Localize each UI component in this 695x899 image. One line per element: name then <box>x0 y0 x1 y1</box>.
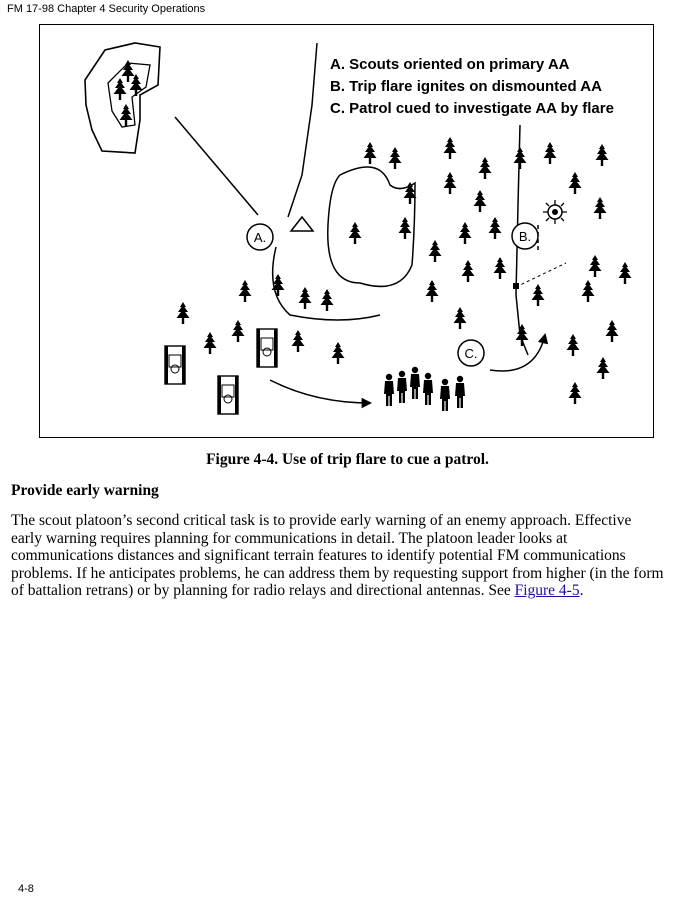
marker-a-label: A. <box>253 230 267 245</box>
legend-item-c: C. Patrol cued to investigate AA by flare <box>330 100 614 117</box>
legend-item-a: A. Scouts oriented on primary AA <box>330 56 570 73</box>
marker-b-label: B. <box>518 229 532 244</box>
figure-caption: Figure 4-4. Use of trip flare to cue a patrol. <box>206 451 489 468</box>
paragraph-line: The scout platoon’s second critical task is to provide early warning of an enemy approach. Effective <box>11 512 632 529</box>
trip-flare-device <box>513 283 519 289</box>
figure-4-4-diagram <box>39 24 654 438</box>
running-head: FM 17-98 Chapter 4 Security Operations <box>7 3 206 15</box>
pointer-line-a <box>175 117 258 215</box>
figure-legend <box>330 56 614 117</box>
body-paragraph <box>11 512 695 600</box>
marker-c <box>458 340 484 366</box>
paragraph-line: problems. If he anticipates problems, he can address them by requesting support from higher (in the form <box>11 564 664 582</box>
top-left-wooded-area <box>85 43 160 153</box>
primary-aa-path <box>288 43 317 217</box>
marker-c-label: C. <box>464 346 478 361</box>
paragraph-line-text: of battalion retrans) or by planning for radio relays and directional antennas. See <box>11 582 515 600</box>
figure-illustration <box>40 25 655 439</box>
marker-b <box>512 223 538 249</box>
vehicle-route-arrow <box>270 380 370 403</box>
paragraph-line: early warning requires planning for communications in detail. The platoon leader looks at <box>11 529 568 547</box>
legend-item-b: B. Trip flare ignites on dismounted AA <box>330 78 602 95</box>
page-number: 4-8 <box>18 883 34 895</box>
figure-4-5-link[interactable]: Figure 4-5 <box>514 582 580 600</box>
paragraph-line: communications distances and significant terrain features to identify potential FM communications <box>11 547 626 565</box>
scout-vehicles <box>165 329 277 414</box>
paragraph-last-line <box>11 582 695 600</box>
section-heading: Provide early warning <box>11 482 159 499</box>
observation-post-triangle <box>291 217 313 231</box>
trip-wire <box>516 263 566 287</box>
flare-burst-icon <box>543 200 567 224</box>
paragraph-end-punct: . <box>579 582 584 600</box>
marker-a <box>247 224 273 250</box>
patrol-route-arrow <box>490 335 545 371</box>
dismounted-patrol <box>384 367 465 411</box>
tree-cluster <box>177 137 632 404</box>
